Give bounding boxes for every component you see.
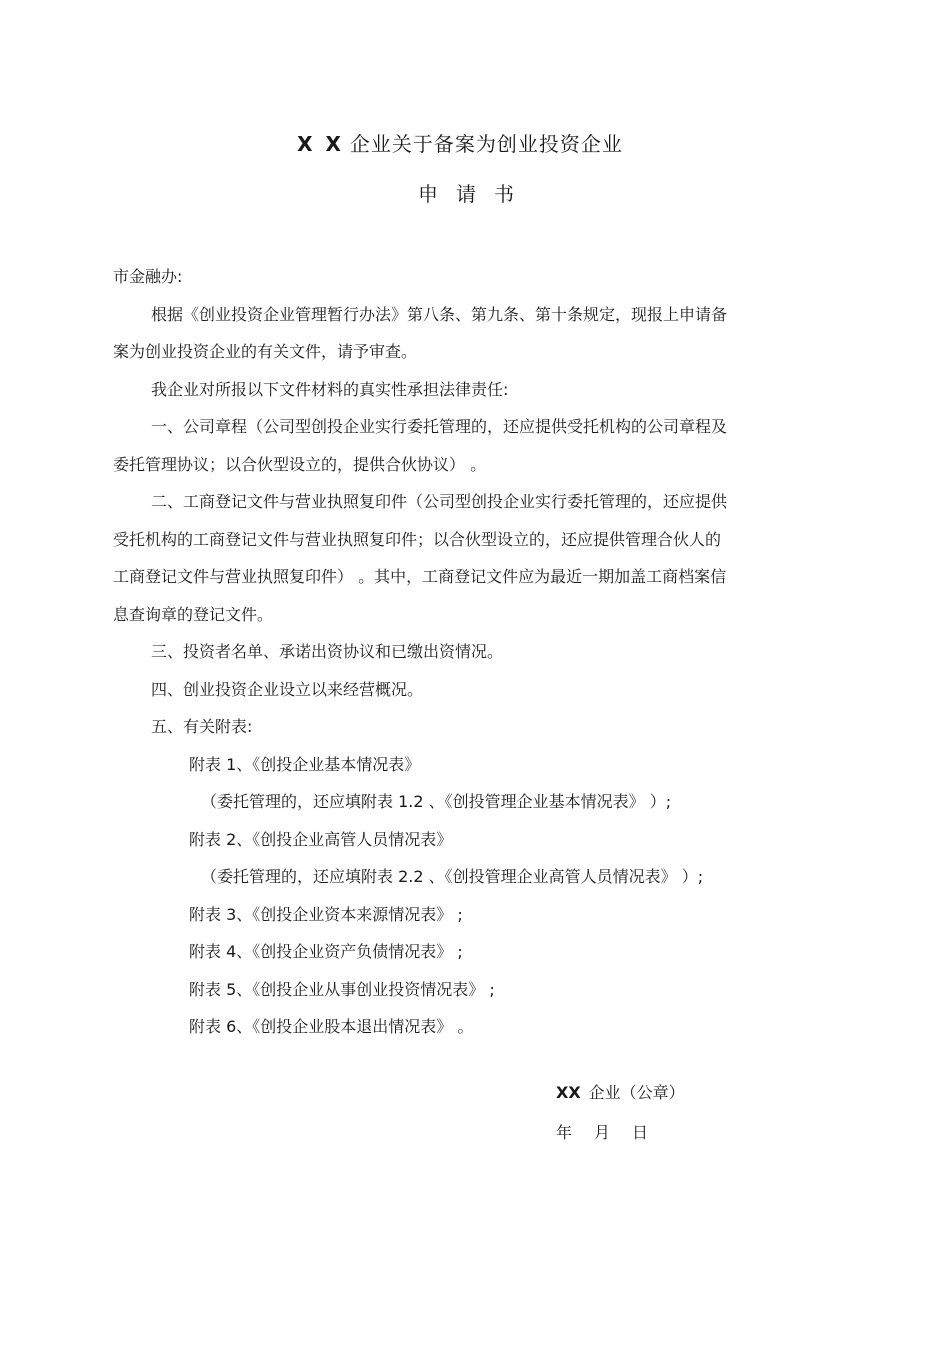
- paragraph-line: 根据《创业投资企业管理暂行办法》第八条、第九条、第十条规定，现报上申请备: [151, 304, 728, 324]
- paragraph-line: 委托管理协议；以合伙型设立的，提供合伙协议） 。: [113, 454, 487, 474]
- signature-company: [556, 1080, 685, 1103]
- paragraph-line: 一、公司章程（公司型创投企业实行委托管理的，还应提供受托机构的公司章程及: [151, 417, 728, 436]
- paragraph-line: 受托机构的工商登记文件与营业执照复印件；以合伙型设立的，还应提供管理合伙人的: [113, 529, 722, 549]
- appendix-item: 附表 1、《创投企业基本情况表》: [189, 754, 421, 774]
- salutation: 市金融办:: [113, 267, 183, 286]
- paragraph-line: 三、投资者名单、承诺出资协议和已缴出资情况。: [151, 642, 504, 661]
- appendix-item: 附表 4、《创投企业资产负债情况表》 ;: [189, 942, 463, 961]
- appendix-item: 附表 6、《创投企业股本退出情况表》 。: [189, 1017, 474, 1036]
- document-body: [113, 258, 813, 1046]
- paragraph-line: 二、工商登记文件与营业执照复印件（公司型创投企业实行委托管理的，还应提供: [151, 492, 728, 511]
- paragraph-line: 我企业对所报以下文件材料的真实性承担法律责任:: [151, 379, 509, 399]
- appendix-note: （委托管理的，还应填附表 1.2 、《创投管理企业基本情况表》 ）;: [201, 792, 672, 811]
- date-month: 月: [594, 1123, 611, 1142]
- document-title: [0, 128, 935, 157]
- title-prefix: X X: [297, 132, 344, 156]
- title-main: 企业关于备案为创业投资企业: [349, 132, 623, 156]
- appendix-item: 附表 3、《创投企业资本来源情况表》 ;: [189, 904, 463, 924]
- document-subtitle: 申请书: [418, 182, 532, 206]
- appendix-item: 附表 2、《创投企业高管人员情况表》: [189, 829, 453, 849]
- appendix-note: （委托管理的，还应填附表 2.2 、《创投管理企业高管人员情况表》 ）;: [201, 867, 704, 886]
- paragraph-line: 息查询章的登记文件。: [113, 604, 274, 624]
- appendix-item: 附表 5、《创投企业从事创业投资情况表》 ;: [189, 979, 495, 999]
- signature-date: [556, 1120, 670, 1143]
- signature-company-text: 企业（公章）: [588, 1083, 685, 1102]
- paragraph-line: 工商登记文件与营业执照复印件） 。其中，工商登记文件应为最近一期加盖工商档案信: [113, 567, 727, 586]
- signature-company-prefix: XX: [556, 1083, 581, 1102]
- paragraph-line: 四、创业投资企业设立以来经营概况。: [151, 679, 424, 699]
- date-year: 年: [556, 1123, 573, 1142]
- paragraph-line: 案为创业投资企业的有关文件，请予审查。: [113, 342, 418, 361]
- paragraph-line: 五、有关附表:: [151, 717, 253, 736]
- date-day: 日: [632, 1123, 649, 1142]
